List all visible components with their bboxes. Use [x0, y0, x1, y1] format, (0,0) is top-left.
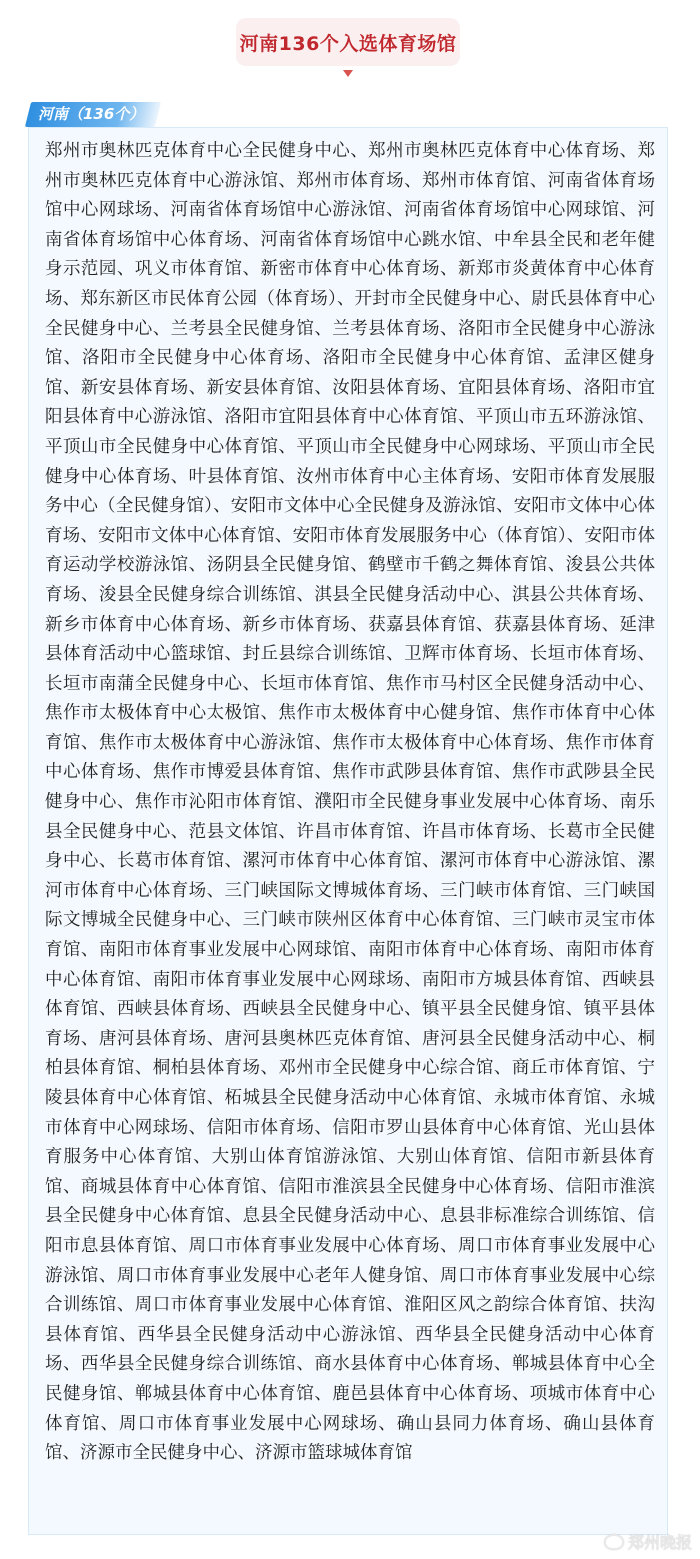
- watermark-text: 郑州晚报: [627, 1533, 692, 1552]
- section-tag: [25, 102, 161, 127]
- section-tag-label: 河南（136个）: [38, 105, 145, 123]
- weibo-icon: [604, 1534, 624, 1550]
- page-title-text: 河南136个入选体育场馆: [239, 32, 457, 55]
- page-title: [236, 18, 460, 66]
- venue-list-text: 郑州市奥林匹克体育中心全民健身中心、郑州市奥林匹克体育中心体育场、郑州市奥林匹克体育中心游泳馆、郑州市体育场、郑州市体育馆、河南省体育场馆中心网球场、河南省体育场馆中心游泳馆、河南省体育场馆中心网球馆、河南省体育场馆中心体育场、河南省体育场馆中心跳水馆、中牟县全民和老年健身示范园、巩义市体育馆、新密市体育中心体育场、新郑市炎黄体育中心体育场、郑东新区市民体育公园（体育场）、开封市全民健身中心、尉氏县体育中心全民健身中心、兰考县全民健身馆、兰考县体育场、洛阳市全民健身中心游泳馆、洛阳市全民健身中心体育场、洛阳市全民健身中心体育馆、孟津区健身馆、新安县体育场、新安县体育馆、汝阳县体育场、宜阳县体育场、洛阳市宜阳县体育中心游泳馆、洛阳市宜阳县体育中心体育馆、平顶山市五环游泳馆、平顶山市全民健身中心体育馆、平顶山市全民健身中心网球场、平顶山市全民健身中心体育场、叶县体育馆、汝州市体育中心主体育场、安阳市体育发展服务中心（全民健身馆）、安阳市文体中心全民健身及游泳馆、安阳市文体中心体育场、安阳市文体中心体育馆、安阳市体育发展服务中心（体育馆）、安阳市体育运动学校游泳馆、汤阴县全民健身馆、鹤壁市千鹤之舞体育馆、浚县公共体育场、浚县全民健身综合训练馆、淇县全民健身活动中心、淇县公共体育场、新乡市体育中心体育场、新乡市体育场、获嘉县体育馆、获嘉县体育场、延津县体育活动中心篮球馆、封丘县综合训练馆、卫辉市体育场、长垣市体育场、长垣市南蒲全民健身中心、长垣市体育馆、焦作市马村区全民健身活动中心、焦作市太极体育中心太极馆、焦作市太极体育中心健身馆、焦作市体育中心体育馆、焦作市太极体育中心游泳馆、焦作市太极体育中心体育场、焦作市体育中心体育场、焦作市博爱县体育馆、焦作市武陟县体育馆、焦作市武陟县全民健身中心、焦作市沁阳市体育馆、濮阳市全民健身事业发展中心体育场、南乐县全民健身中心、范县文体馆、许昌市体育馆、许昌市体育场、长葛市全民健身中心、长葛市体育馆、漯河市体育中心体育馆、漯河市体育中心游泳馆、漯河市体育中心体育场、三门峡国际文博城体育场、三门峡市体育馆、三门峡国际文博城全民健身中心、三门峡市陕州区体育中心体育馆、三门峡市灵宝市体育馆、南阳市体育事业发展中心网球馆、南阳市体育中心体育场、南阳市体育中心体育馆、南阳市体育事业发展中心网球场、南阳市方城县体育馆、西峡县体育馆、西峡县体育场、西峡县全民健身中心、镇平县全民健身馆、镇平县体育场、唐河县体育场、唐河县奥林匹克体育馆、唐河县全民健身活动中心、桐柏县体育馆、桐柏县体育场、邓州市全民健身中心综合馆、商丘市体育馆、宁陵县体育中心体育馆、柘城县全民健身活动中心体育馆、永城市体育馆、永城市体育中心网球场、信阳市体育场、信阳市罗山县体育中心体育馆、光山县体育服务中心体育馆、大别山体育馆游泳馆、大别山体育馆、信阳市新县体育馆、商城县体育中心体育馆、信阳市淮滨县全民健身中心体育场、信阳市淮滨县全民健身中心体育馆、息县全民健身活动中心、息县非标准综合训练馆、信阳市息县体育馆、周口市体育事业发展中心体育场、周口市体育事业发展中心游泳馆、周口市体育事业发展中心老年人健身馆、周口市体育事业发展中心综合训练馆、周口市体育事业发展中心体育馆、淮阳区风之韵综合体育馆、扶沟县体育馆、西华县全民健身活动中心游泳馆、西华县全民健身活动中心体育场、西华县全民健身综合训练馆、商水县体育中心体育场、郸城县体育中心全民健身馆、郸城县体育中心体育馆、鹿邑县体育中心体育场、项城市体育中心体育馆、周口市体育事业发展中心网球场、确山县同力体育场、确山县体育馆、济源市全民健身中心、济源市篮球城体育馆: [45, 141, 655, 1464]
- title-down-arrow-icon: [343, 70, 353, 77]
- venue-list-panel: [28, 127, 668, 1535]
- watermark: [604, 1530, 692, 1553]
